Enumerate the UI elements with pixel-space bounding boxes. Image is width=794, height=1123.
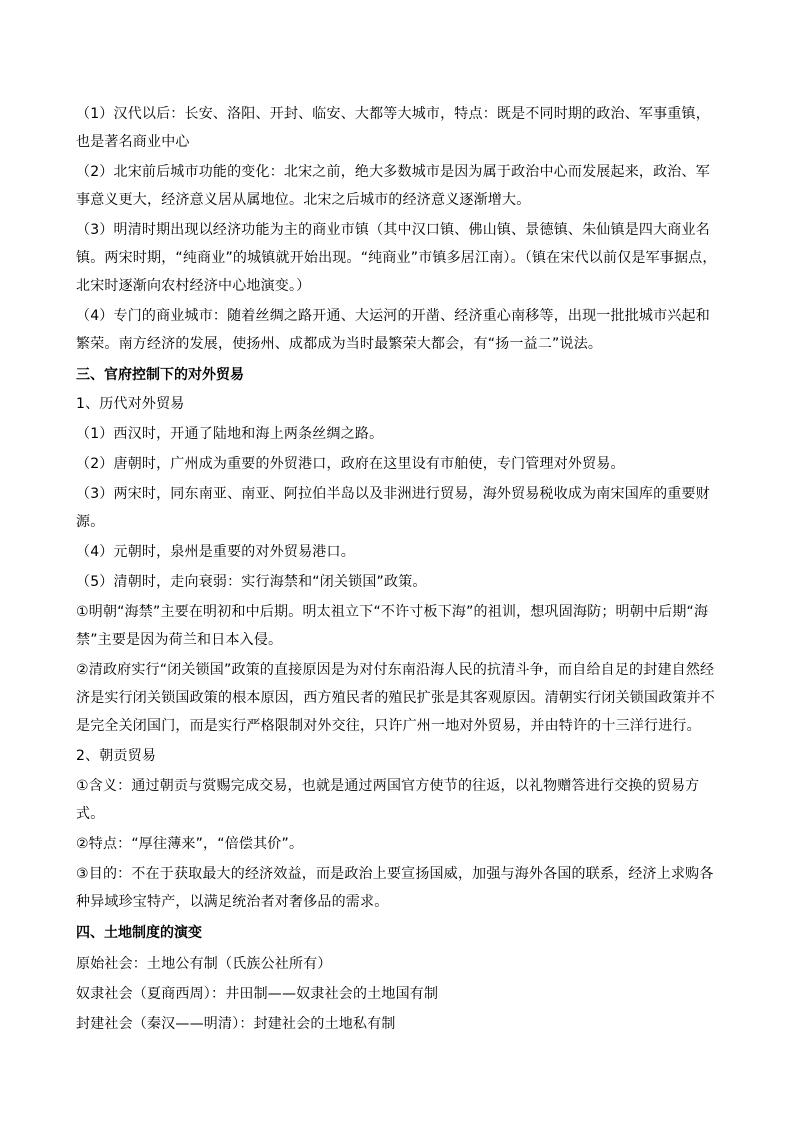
trade-item-2: （2）唐朝时，广州成为重要的外贸港口，政府在这里设有市舶使，专门管理对外贸易。	[76, 456, 625, 472]
trade-item-5: （5）清朝时，走向衰弱：实行海禁和“闭关锁国”政策。	[76, 574, 427, 590]
cities-item-2: （2）北宋前后城市功能的变化：北宋之前，绝大多数城市是因为属于政治中心而发展起来，政治、军事意义更大，经济意义居从属地位。北宋之后城市的经济意义逐渐增大。	[76, 164, 710, 208]
cities-item-3: （3）明清时期出现以经济功能为主的商业市镇（其中汉口镇、佛山镇、景德镇、朱仙镇是四大商业名镇。两宋时期，“纯商业”的城镇就开始出现。“纯商业”市镇多居江南）。（镇在宋代以前仅是军事据点，北宋时逐渐向农村经济中心地演变。）	[76, 222, 717, 294]
tribute-item-2: ②特点：“厚往薄来”，“倍偿其价”。	[76, 836, 304, 852]
land-item-2: 奴隶社会（夏商西周）：井田制——奴隶社会的土地国有制	[76, 986, 439, 1002]
trade-item-4: （4）元朝时，泉州是重要的对外贸易港口。	[76, 544, 355, 560]
section-heading-land: 四、土地制度的演变	[76, 925, 202, 941]
section-heading-trade: 三、官府控制下的对外贸易	[76, 367, 244, 383]
trade-item-3: （3）两宋时，同东南亚、南亚、阿拉伯半岛以及非洲进行贸易，海外贸易税收成为南宋国库的重要财源。	[76, 486, 710, 530]
trade-subheading-1: 1、历代对外贸易	[76, 396, 185, 412]
trade-note-1: ①明朝“海禁”主要在明初和中后期。明太祖立下“不许寸板下海”的祖训，想巩固海防；明朝中后期“海禁”主要是因为荷兰和日本入侵。	[76, 604, 709, 648]
document-page	[76, 100, 722, 1038]
land-item-1: 原始社会：土地公有制（氏族公社所有）	[76, 956, 332, 972]
tribute-item-3: ③目的：不在于获取最大的经济效益，而是政治上要宣扬国威，加强与海外各国的联系，经济上求购各种异域珍宝特产，以满足统治者对奢侈品的需求。	[76, 866, 714, 910]
trade-subheading-2: 2、朝贡贸易	[76, 748, 157, 764]
land-item-3: 封建社会（秦汉——明清）：封建社会的土地私有制	[76, 1016, 396, 1032]
cities-item-4: （4）专门的商业城市：随着丝绸之路开通、大运河的开凿、经济重心南移等，出现一批批城市兴起和繁荣。南方经济的发展，使扬州、成都成为当时最繁荣大都会，有“扬一益二”说法。	[76, 308, 710, 352]
trade-item-1: （1）西汉时，开通了陆地和海上两条丝绸之路。	[76, 426, 384, 442]
trade-note-2: ②清政府实行“闭关锁国”政策的直接原因是为对付东南沿海人民的抗清斗争，而自给自足的封建自然经济是实行闭关锁国政策的根本原因，西方殖民者的殖民扩张是其客观原因。清朝实行闭关锁国政策并不是完全关闭国门，而是实行严格限制对外交往，只许广州一地对外贸易，并由特许的十三洋行进行。	[76, 662, 715, 734]
tribute-item-1: ①含义：通过朝贡与赏赐完成交易，也就是通过两国官方使节的往返，以礼物赠答进行交换的贸易方式。	[76, 778, 700, 822]
cities-item-1: （1）汉代以后：长安、洛阳、开封、临安、大都等大城市，特点：既是不同时期的政治、军事重镇，也是著名商业中心	[76, 106, 710, 150]
